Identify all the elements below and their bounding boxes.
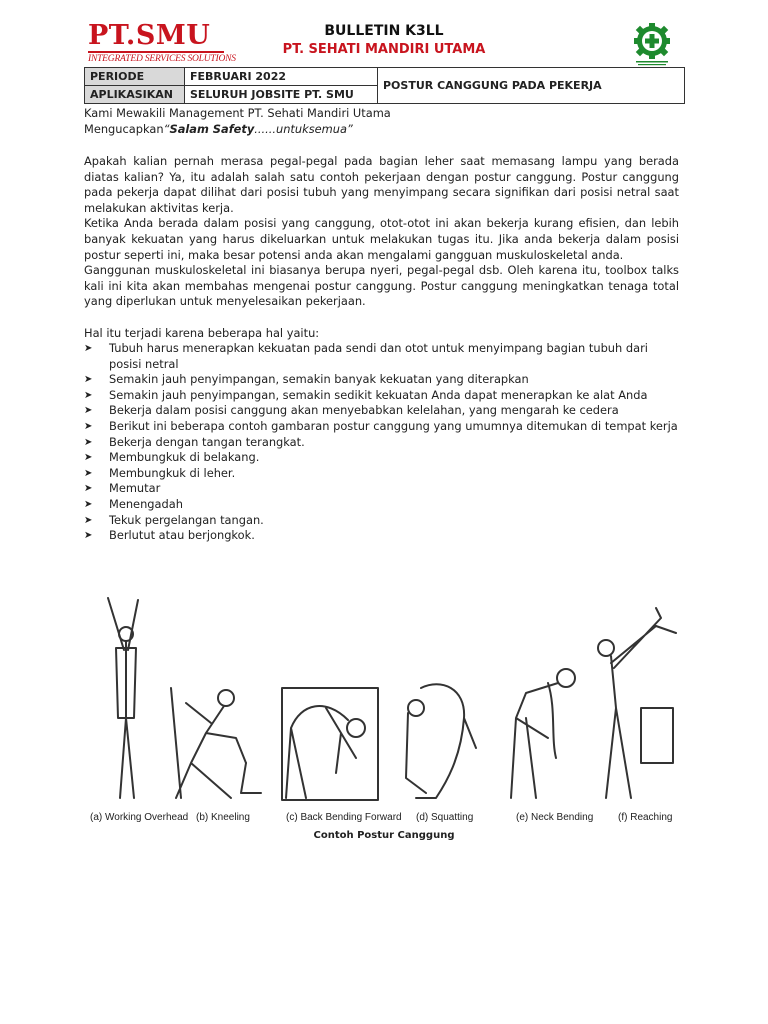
figure-labels bbox=[90, 812, 672, 823]
arrow-bullet-icon: ➤ bbox=[84, 343, 93, 354]
arrow-bullet-icon: ➤ bbox=[84, 405, 93, 417]
logo-tagline: INTEGRATED SERVICES SOLUTIONS bbox=[88, 51, 224, 64]
info-table bbox=[84, 67, 685, 104]
arrow-bullet-icon: ➤ bbox=[84, 467, 93, 479]
list-item: ➤ Bekerja dengan tangan terangkat. bbox=[84, 434, 305, 449]
list-item: ➤ Tekuk pergelangan tangan. bbox=[84, 512, 264, 527]
arrow-bullet-icon: ➤ bbox=[84, 483, 93, 495]
list-item: ➤ Memutar bbox=[84, 481, 161, 496]
topic-cell: POSTUR CANGGUNG PADA PEKERJA bbox=[378, 68, 685, 104]
figure-neck-bending bbox=[511, 669, 575, 798]
greeting-quote-open: “ bbox=[163, 121, 170, 136]
list-item: ➤ Membungkuk di belakang. bbox=[84, 450, 260, 465]
greeting-prefix: Mengucapkan bbox=[84, 121, 164, 136]
label-working-overhead: (a) Working Overhead bbox=[90, 812, 189, 823]
list-item: ➤ Semakin jauh penyimpangan, semakin banyak kekuatan yang diterapkan bbox=[84, 372, 529, 387]
label-kneeling: (b) Kneeling bbox=[196, 812, 250, 823]
body-paragraphs bbox=[84, 154, 679, 310]
greeting-rest: ......untuksemua” bbox=[254, 121, 353, 136]
list-item: ➤ Tubuh harus menerapkan kekuatan pada sendi dan otot untuk menyimpang bagian tubuh dari posisi netral bbox=[84, 341, 648, 371]
list-item: ➤ Berlutut atau berjongkok. bbox=[84, 528, 255, 543]
arrow-bullet-icon: ➤ bbox=[84, 374, 93, 386]
label-neck-bending: (e) Neck Bending bbox=[516, 812, 594, 823]
k3-gear-cross-icon bbox=[628, 22, 676, 66]
arrow-bullet-icon: ➤ bbox=[84, 452, 93, 464]
label-reaching: (f) Reaching bbox=[618, 812, 673, 823]
bulletin-title: BULLETIN K3LL bbox=[324, 23, 444, 39]
arrow-bullet-icon: ➤ bbox=[84, 420, 93, 432]
figure-working-overhead bbox=[108, 598, 138, 798]
label-back-bending: (c) Back Bending Forward bbox=[286, 812, 402, 823]
greeting-salam: Salam Safety bbox=[169, 121, 255, 136]
list-item: ➤ Menengadah bbox=[84, 496, 183, 511]
reasons-list bbox=[84, 341, 679, 544]
figure-reaching bbox=[598, 608, 676, 798]
label-squatting: (d) Squatting bbox=[416, 812, 474, 823]
arrow-bullet-icon: ➤ bbox=[84, 530, 93, 542]
arrow-bullet-icon: ➤ bbox=[84, 514, 93, 526]
periode-label: PERIODE bbox=[85, 68, 185, 86]
figure-squatting bbox=[406, 684, 476, 798]
figure-caption: Contoh Postur Canggung bbox=[313, 830, 455, 841]
company-name: PT. SEHATI MANDIRI UTAMA bbox=[282, 42, 486, 57]
awkward-posture-illustration bbox=[86, 588, 680, 828]
figure-back-bending bbox=[282, 688, 378, 800]
paragraph-3: Ganggunan muskuloskeletal ini biasanya berupa nyeri, pegal-pegal dsb. Oleh karena itu, toolbox talks kali ini kita akan membahas mengenai postur canggung. Postur canggung meningkatkan tenaga total yang diperlukan untuk menyelesaikan pekerjaan. bbox=[84, 263, 679, 309]
list-item: ➤ Berikut ini beberapa contoh gambaran postur canggung yang umumnya ditemukan di tempat kerja bbox=[84, 418, 678, 433]
periode-value: FEBRUARI 2022 bbox=[185, 68, 378, 86]
aplikasi-value: SELURUH JOBSITE PT. SMU bbox=[185, 86, 378, 104]
list-item: ➤ Semakin jauh penyimpangan, semakin sedikit kekuatan Anda dapat menerapkan ke alat Anda bbox=[84, 387, 648, 402]
list-item: ➤ Bekerja dalam posisi canggung akan menyebabkan kelelahan, yang mengarah ke cedera bbox=[84, 403, 619, 418]
arrow-bullet-icon: ➤ bbox=[84, 498, 93, 510]
greeting-line-2 bbox=[84, 122, 679, 138]
figure-kneeling bbox=[171, 688, 261, 798]
list-intro: Hal itu terjadi karena beberapa hal yaitu: bbox=[84, 326, 320, 340]
greeting-line-1: Kami Mewakili Management PT. Sehati Mandiri Utama bbox=[84, 106, 391, 120]
list-item: ➤ Membungkuk di leher. bbox=[84, 465, 236, 480]
greeting bbox=[84, 106, 679, 137]
paragraph-1: Apakah kalian pernah merasa pegal-pegal pada bagian leher saat memasang lampu yang berada diatas kalian? Ya, itu adalah salah satu contoh pekerjaan dengan postur canggung. Postur canggung pada pekerja dapat dilihat dari posisi tubuh yang menyimpang secara signifikan dari posisi netral saat melakukan aktivitas kerja. bbox=[84, 154, 679, 215]
paragraph-2: Ketika Anda berada dalam posisi yang canggung, otot-otot ini akan bekerja kurang efisien, dan lebih banyak kekuatan yang harus dikeluarkan untuk melakukan tugas itu. Jika anda bekerja dalam posisi postur seperti ini, maka besar potensi anda akan mengalami gangguan muskuloskeletal anda. bbox=[84, 216, 679, 262]
arrow-bullet-icon: ➤ bbox=[84, 389, 93, 401]
arrow-bullet-icon: ➤ bbox=[84, 436, 93, 448]
logo-wordmark: PT.SMU bbox=[88, 20, 211, 51]
aplikasi-label: APLIKASIKAN bbox=[85, 86, 185, 104]
